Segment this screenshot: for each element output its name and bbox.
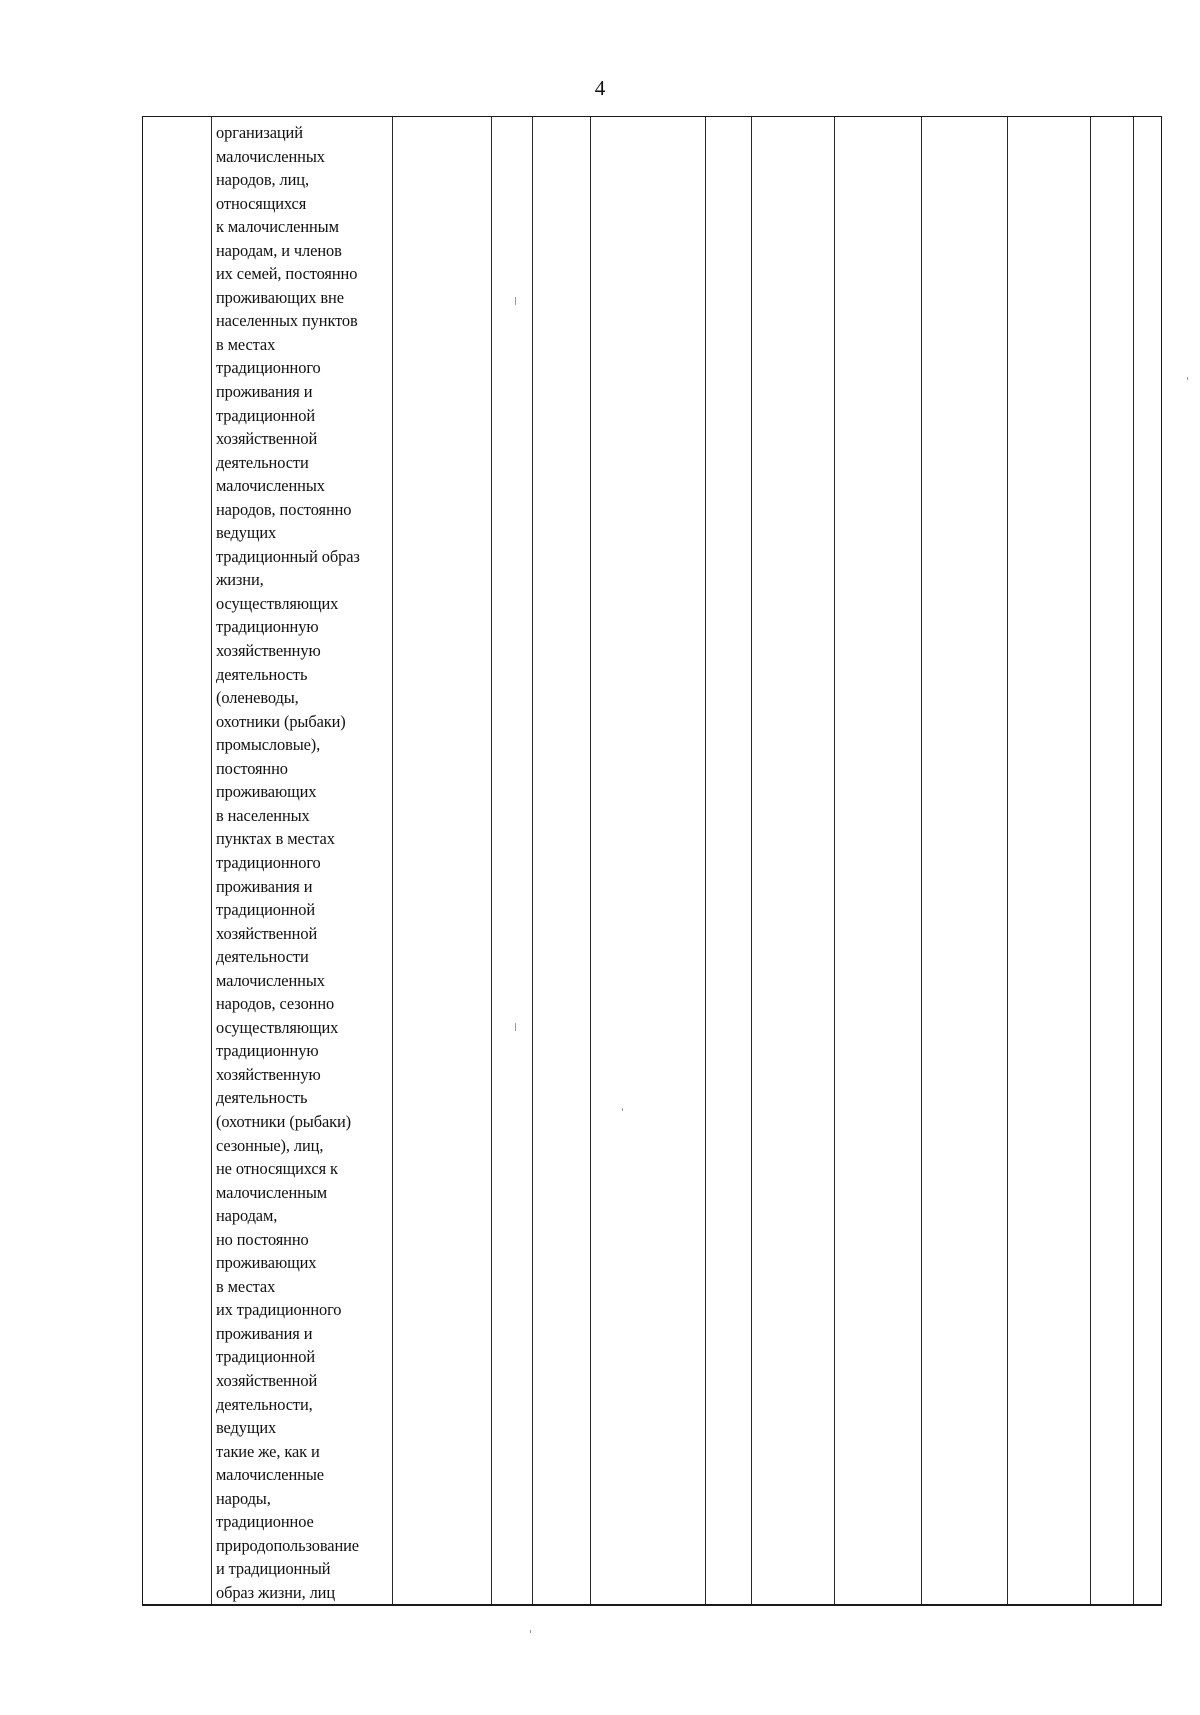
column-divider xyxy=(590,117,591,1604)
cell-text-line: пунктах в местах xyxy=(216,829,335,849)
cell-text-line: такие же, как и xyxy=(216,1441,320,1461)
cell-text-line: (охотники (рыбаки) xyxy=(216,1111,352,1131)
column-divider xyxy=(1133,117,1134,1604)
cell-text-line: деятельности xyxy=(216,947,309,967)
table-cell-description xyxy=(216,121,396,1604)
cell-text-line: малочисленных xyxy=(216,146,325,166)
cell-text-line: проживающих xyxy=(216,1253,317,1273)
cell-text-line: хозяйственной xyxy=(216,923,318,943)
cell-text-line: традиционной xyxy=(216,405,315,425)
cell-text-line: осуществляющих xyxy=(216,1017,339,1037)
cell-text-line: относящихся xyxy=(216,193,307,213)
scan-speck xyxy=(515,297,516,305)
column-divider xyxy=(211,117,212,1604)
cell-text-line: традиционную xyxy=(216,617,319,637)
scan-speck xyxy=(530,1630,531,1633)
cell-text-line: их традиционного xyxy=(216,1300,342,1320)
cell-text-line: не относящихся к xyxy=(216,1159,338,1179)
cell-text-line: традиционное xyxy=(216,1512,314,1532)
cell-text-line: но постоянно xyxy=(216,1229,309,1249)
cell-text-line: деятельность xyxy=(216,664,308,684)
cell-text-line: малочисленных xyxy=(216,476,325,496)
cell-text-line: сезонные), лиц, xyxy=(216,1135,324,1155)
cell-text-line: народов, постоянно xyxy=(216,499,352,519)
column-divider xyxy=(532,117,533,1604)
cell-text-line: постоянно xyxy=(216,758,288,778)
cell-text-line: населенных пунктов xyxy=(216,311,358,331)
cell-text-line: хозяйственной xyxy=(216,429,318,449)
cell-text-line: их семей, постоянно xyxy=(216,264,358,284)
cell-text-line: традиционного xyxy=(216,852,321,872)
cell-text-line: традиционный образ xyxy=(216,546,360,566)
cell-text-line: народам, xyxy=(216,1206,278,1226)
scan-speck xyxy=(1187,377,1188,380)
scan-speck xyxy=(622,1108,623,1111)
cell-text-line: традиционную xyxy=(216,1041,319,1061)
column-divider xyxy=(491,117,492,1604)
cell-text-line: традиционной xyxy=(216,1347,315,1367)
cell-text-line: (оленеводы, xyxy=(216,688,299,708)
cell-text-line: проживающих вне xyxy=(216,287,344,307)
column-divider xyxy=(834,117,835,1604)
cell-text-line: малочисленным xyxy=(216,1182,328,1202)
cell-text-line: народам, и членов xyxy=(216,240,342,260)
data-table xyxy=(142,116,1162,1606)
column-divider xyxy=(705,117,706,1604)
cell-text-line: проживания и xyxy=(216,382,313,402)
cell-text-line: хозяйственную xyxy=(216,641,321,661)
cell-text-line: организаций xyxy=(216,123,303,142)
cell-text-line: народы, xyxy=(216,1488,271,1508)
cell-text-line: промысловые), xyxy=(216,735,321,755)
cell-text-line: жизни, xyxy=(216,570,264,590)
cell-text-line: и традиционный xyxy=(216,1559,331,1579)
cell-text-line: в местах xyxy=(216,1276,276,1296)
cell-text-line: осуществляющих xyxy=(216,593,339,613)
column-divider xyxy=(751,117,752,1604)
column-divider xyxy=(1007,117,1008,1604)
cell-text-line: проживания и xyxy=(216,1323,313,1343)
cell-text-line: в местах xyxy=(216,334,276,354)
cell-text-line: к малочисленным xyxy=(216,217,339,237)
cell-text-line: хозяйственной xyxy=(216,1370,318,1390)
scan-speck xyxy=(515,1023,516,1031)
cell-text-line: проживающих xyxy=(216,782,317,802)
cell-text-line: народов, лиц, xyxy=(216,170,309,190)
cell-text-line: охотники (рыбаки) xyxy=(216,711,346,731)
cell-text-line: в населенных xyxy=(216,805,310,825)
cell-text-line: ведущих xyxy=(216,1418,277,1438)
cell-text-line: деятельности, xyxy=(216,1394,313,1414)
cell-text-line: проживания и xyxy=(216,876,313,896)
column-divider xyxy=(1090,117,1091,1604)
cell-text-line: малочисленных xyxy=(216,970,325,990)
column-divider xyxy=(921,117,922,1604)
cell-text-line: ведущих xyxy=(216,523,277,543)
cell-text-line: деятельность xyxy=(216,1088,308,1108)
cell-text-line: народов, сезонно xyxy=(216,994,335,1014)
cell-text-line: деятельности xyxy=(216,452,309,472)
cell-text-line: хозяйственную xyxy=(216,1064,321,1084)
page-number: 4 xyxy=(594,76,606,100)
cell-text-line: малочисленные xyxy=(216,1465,324,1485)
cell-text-line: образ жизни, лиц xyxy=(216,1582,336,1602)
cell-text-line: природопользование xyxy=(216,1535,359,1555)
cell-text-line: традиционного xyxy=(216,358,321,378)
cell-text-line: традиционной xyxy=(216,900,315,920)
